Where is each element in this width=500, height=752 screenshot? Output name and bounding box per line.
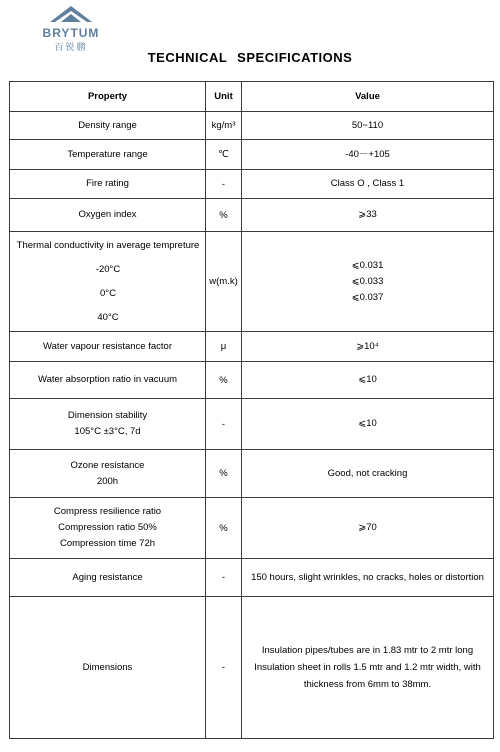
property-cell: [10, 199, 206, 232]
value-text: ⩾70: [358, 522, 377, 533]
unit-cell: w(m.k): [206, 232, 242, 332]
table-row: [10, 170, 494, 199]
property-text: 105°C ±3°C, 7d: [74, 426, 141, 437]
table-row: [10, 362, 494, 399]
roof-logo-icon: [48, 4, 94, 26]
header-property: Property: [10, 82, 206, 112]
property-cell: [10, 399, 206, 450]
property-cell: [10, 140, 206, 170]
table-row: [10, 199, 494, 232]
property-text: 0°C: [100, 287, 116, 299]
unit-cell: %: [206, 498, 242, 559]
value-cell: [242, 232, 494, 332]
unit-cell: μ: [206, 332, 242, 362]
property-text: Dimensions: [82, 662, 133, 673]
brand-name: BRYTUM: [42, 26, 100, 40]
unit-cell: %: [206, 450, 242, 498]
property-text: -20°C: [95, 263, 121, 275]
value-text: Insulation pipes/tubes are in 1.83 mtr to 2 mtr long: [261, 645, 474, 656]
value-cell: [242, 362, 494, 399]
table-row: [10, 498, 494, 559]
property-cell: [10, 332, 206, 362]
property-text: Oxygen index: [78, 209, 137, 220]
value-text: ⩾10⁴: [356, 340, 379, 352]
unit-cell: kg/m³: [206, 112, 242, 140]
property-text: Ozone resistance: [70, 459, 145, 471]
property-text: Dimension stability: [67, 410, 148, 421]
value-cell: [242, 559, 494, 597]
value-text: ⩽0.031: [351, 259, 384, 271]
header-row: [10, 82, 494, 112]
table-row: [10, 112, 494, 140]
property-text: Density range: [78, 119, 137, 131]
table-row: [10, 332, 494, 362]
value-cell: [242, 450, 494, 498]
value-text: Insulation sheet in rolls 1.5 mtr and 1.2 mtr width, with: [254, 662, 481, 673]
header-value: Value: [242, 82, 494, 112]
value-text: thickness from 6mm to 38mm.: [303, 679, 432, 690]
table-row: [10, 232, 494, 332]
value-cell: [242, 399, 494, 450]
property-text: Compress resilience ratio: [53, 506, 162, 517]
unit-cell: -: [206, 399, 242, 450]
unit-cell: ℃: [206, 140, 242, 170]
table-row: [10, 450, 494, 498]
property-cell: [10, 597, 206, 739]
value-cell: [242, 112, 494, 140]
brand-logo: [36, 4, 106, 50]
header-unit: Unit: [206, 82, 242, 112]
value-text: Good, not cracking: [327, 467, 408, 479]
table-row: [10, 399, 494, 450]
value-text: ⩽10: [358, 418, 377, 429]
property-text: Compression time 72h: [59, 538, 156, 549]
property-cell: [10, 362, 206, 399]
property-cell: [10, 232, 206, 332]
table-row: [10, 140, 494, 170]
unit-cell: -: [206, 559, 242, 597]
unit-cell: -: [206, 597, 242, 739]
unit-cell: %: [206, 362, 242, 399]
table-row: [10, 559, 494, 597]
spec-table: [9, 81, 494, 739]
property-text: Temperature range: [67, 148, 148, 160]
brand-chinese-name: 百锐鹏: [54, 42, 88, 52]
unit-cell: %: [206, 199, 242, 232]
property-text: Water absorption ratio in vacuum: [37, 374, 178, 385]
value-text: ⩾33: [358, 209, 377, 220]
property-text: Thermal conductivity in average tempreture: [16, 239, 200, 251]
value-text: Class O , Class 1: [330, 178, 405, 189]
property-cell: [10, 498, 206, 559]
value-cell: [242, 597, 494, 739]
unit-cell: -: [206, 170, 242, 199]
value-text: 50~110: [351, 119, 384, 131]
value-text: -40－+105: [345, 148, 390, 160]
property-cell: [10, 112, 206, 140]
property-text: Water vapour resistance factor: [42, 340, 172, 352]
value-text: ⩽10: [358, 374, 377, 385]
page-title: TECHNICAL SPECIFICATIONS: [147, 50, 353, 65]
property-text: 40°C: [97, 311, 119, 323]
value-cell: [242, 332, 494, 362]
value-text: ⩽0.033: [351, 275, 384, 287]
value-cell: [242, 140, 494, 170]
value-cell: [242, 199, 494, 232]
value-text: 150 hours, slight wrinkles, no cracks, holes or distortion: [251, 571, 484, 583]
property-text: 200h: [96, 475, 119, 487]
property-cell: [10, 170, 206, 199]
value-text: ⩽0.037: [351, 291, 384, 303]
property-text: Fire rating: [86, 178, 129, 189]
value-cell: [242, 498, 494, 559]
property-text: Aging resistance: [72, 571, 143, 583]
value-cell: [242, 170, 494, 199]
property-cell: [10, 450, 206, 498]
property-cell: [10, 559, 206, 597]
table-row: [10, 597, 494, 739]
property-text: Compression ratio 50%: [58, 522, 157, 533]
